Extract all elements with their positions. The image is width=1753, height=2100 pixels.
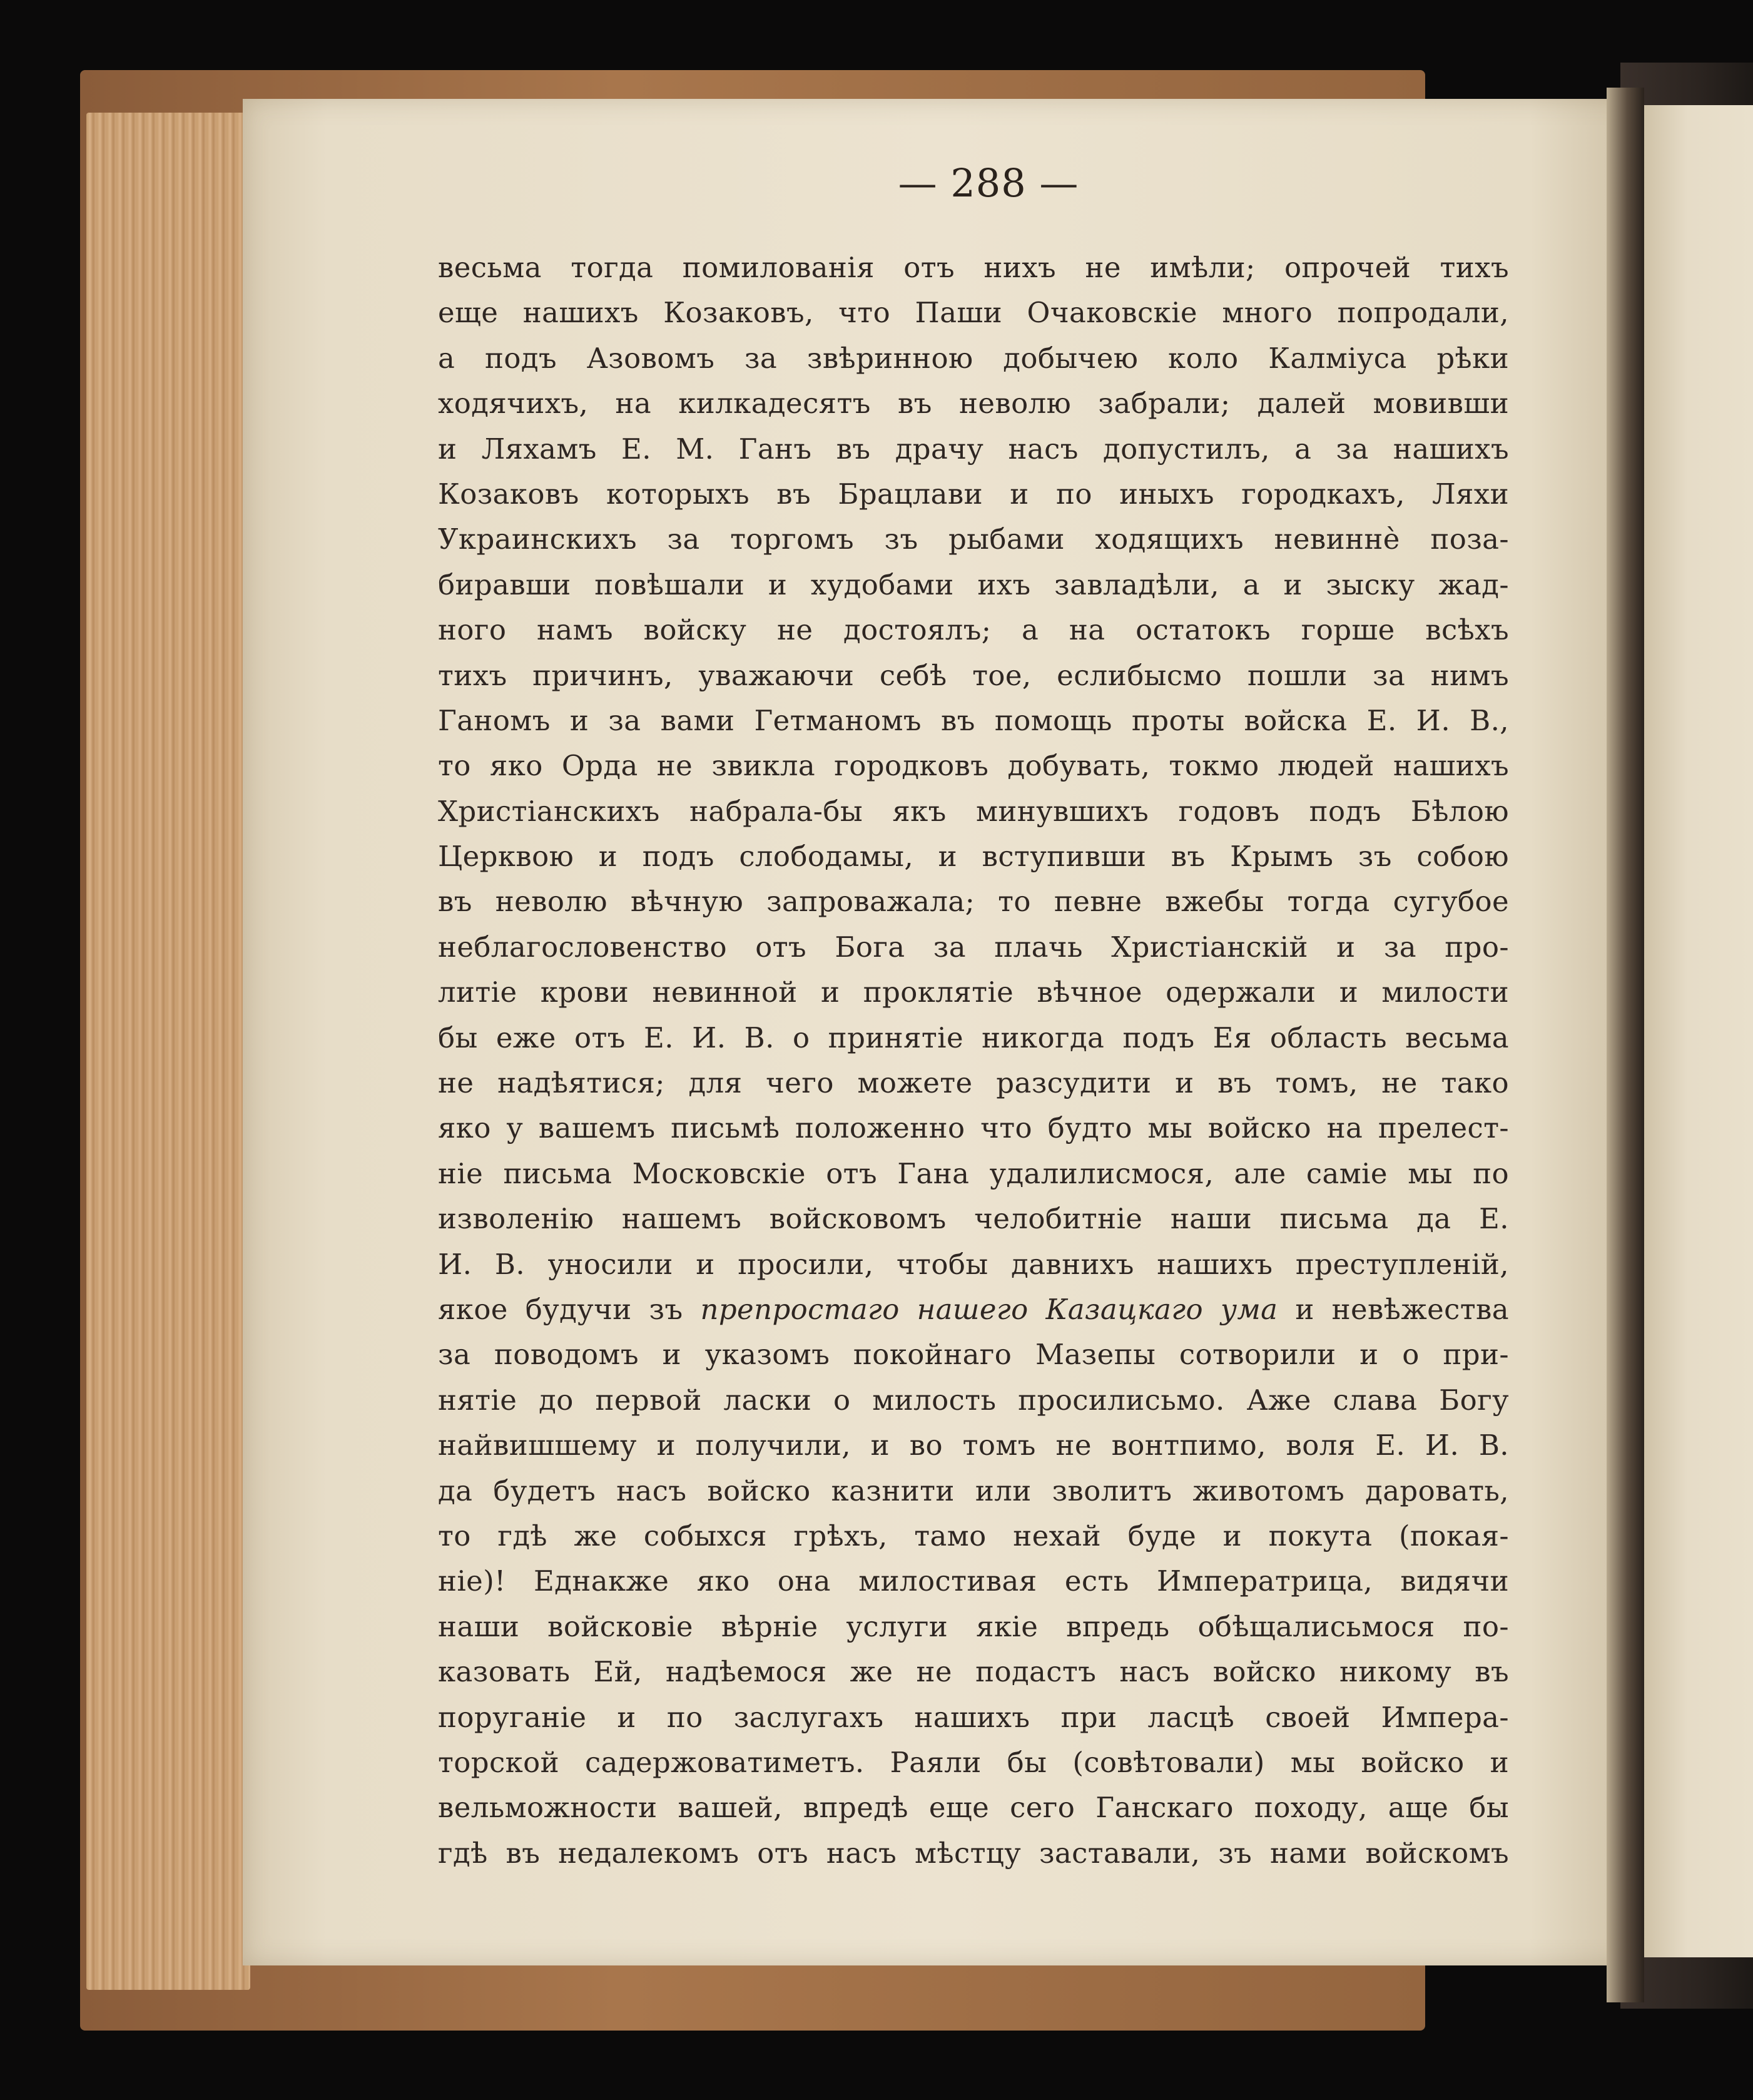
text-segment: за поводомъ и указомъ покойнаго Мазепы сотворили и о при- [438,1338,1509,1372]
text-segment: нятіе до первой ласки о милость просилисьмо. Аже слава Богу [438,1383,1509,1417]
text-line [438,970,1509,1015]
text-segment: неблагословенство отъ Бога за плачь Христіанскій и за про- [438,930,1509,964]
text-line [438,1061,1509,1106]
text-line [438,1831,1509,1876]
text-line [438,698,1509,743]
text-line [438,1378,1509,1423]
text-line [438,789,1509,834]
italic-phrase: препростаго нашего Казацкаго ума [700,1292,1278,1326]
text-segment: биравши повѣшали и худобами ихъ завладѣли, а и зыску жад- [438,568,1509,601]
text-segment: Ганомъ и за вами Гетманомъ въ помощь проты войска Е. И. В., [438,703,1509,737]
text-segment: то яко Орда не звикла городковъ добувать, токмо людей нашихъ [438,749,1509,783]
text-segment: наши войсковіе вѣрніе услуги якіе впредь обѣщалисьмося по- [438,1609,1509,1643]
text-segment: то гдѣ же собыхся грѣхъ, тамо нехай буде и покута (покая- [438,1519,1509,1552]
text-line [438,1423,1509,1468]
text-line [438,1469,1509,1514]
page-edges [86,113,250,1990]
text-segment: торской садержоватиметъ. Раяли бы (совѣтовали) мы войско и [438,1745,1509,1779]
text-line [438,608,1509,653]
text-line [438,336,1509,381]
text-segment: Украинскихъ за торгомъ зъ рыбами ходящихъ невиннѐ поза- [438,522,1509,556]
text-segment: ніе)! Еднакже яко она милостивая есть Императрица, видячи [438,1564,1509,1598]
text-segment: найвишшему и получили, и во томъ не вонтпимо, воля Е. И. В. [438,1429,1509,1462]
text-line [438,1016,1509,1061]
text-segment: да будетъ насъ войско казнити или зволитъ животомъ даровать, [438,1474,1509,1507]
text-line [438,381,1509,426]
text-segment: ходячихъ, на килкадесятъ въ неволю забрали; далей мовивши [438,387,1509,421]
text-segment: и Ляхамъ Е. М. Ганъ въ драчу насъ допустилъ, а за нашихъ [438,432,1509,466]
text-line [438,1196,1509,1241]
text-line [438,563,1509,608]
text-line [438,290,1509,335]
text-segment: въ неволю вѣчную запроважала; то певне вжебы тогда сугубое [438,885,1509,919]
text-segment: ного намъ войску не достоялъ; а на остатокъ горше всѣхъ [438,613,1509,647]
text-segment: И. В. уносили и просили, чтобы давнихъ нашихъ преступленій, [438,1247,1509,1281]
text-segment: Церквою и подъ слободамы, и вступивши въ Крымъ зъ собою [438,840,1509,874]
text-line [438,1785,1509,1830]
text-line [438,1332,1509,1377]
text-line [438,879,1509,924]
text-segment: а подъ Азовомъ за звѣринною добычею коло Калміуса рѣки [438,341,1509,375]
page-text [438,245,1509,1876]
text-line [438,245,1509,290]
text-segment: и невѣжества [1278,1292,1510,1326]
text-line [438,1242,1509,1287]
text-line [438,517,1509,562]
text-segment: ніе письма Московскіе отъ Гана удалилисмося, але саміе мы по [438,1156,1509,1190]
text-line [438,1649,1509,1695]
book-gutter [1607,88,1644,2002]
text-segment: еще нашихъ Козаковъ, что Паши Очаковскіе много попродали, [438,296,1509,330]
text-line [438,1740,1509,1785]
text-line [438,1604,1509,1649]
text-line [438,1287,1509,1332]
text-line [438,472,1509,517]
text-segment: весьма тогда помилованія отъ нихъ не имѣли; опрочей тихъ [438,251,1509,284]
text-segment: Козаковъ которыхъ въ Брацлави и по иныхъ городкахъ, Ляхи [438,477,1509,511]
text-segment: Христіанскихъ набрала-бы якъ минувшихъ годовъ подъ Бѣлою [438,794,1509,828]
text-line [438,653,1509,698]
text-line [438,1695,1509,1740]
text-line [438,427,1509,472]
text-line [438,743,1509,788]
text-line [438,1106,1509,1151]
text-segment: литіе крови невинной и проклятіе вѣчное одержали и милости [438,976,1509,1009]
page-number: — 288 — [898,160,1079,206]
text-line [438,834,1509,879]
text-segment: не надѣятися; для чего можете разсудити и въ томъ, не тако [438,1066,1509,1100]
text-line [438,1514,1509,1559]
text-segment: вельможности вашей, впредѣ еще сего Ганскаго походу, аще бы [438,1791,1509,1825]
text-segment: изволенію нашемъ войсковомъ челобитніе наши письма да Е. [438,1202,1509,1236]
text-line [438,1151,1509,1196]
text-line [438,925,1509,970]
text-segment: поруганіе и по заслугахъ нашихъ при ласцѣ своей Импера- [438,1700,1509,1734]
text-segment: якое будучи зъ [438,1292,701,1326]
text-segment: тихъ причинъ, уважаючи себѣ тое, еслибысмо пошли за нимъ [438,658,1509,692]
text-segment: гдѣ въ недалекомъ отъ насъ мѣстцу заставали, зъ нами войскомъ [438,1836,1509,1870]
text-segment: яко у вашемъ письмѣ положенно что будто мы войско на прелест- [438,1111,1509,1145]
text-line [438,1559,1509,1604]
next-page-edge [1644,105,1753,1957]
text-segment: бы еже отъ Е. И. В. о принятіе никогда подъ Ея область весьма [438,1021,1509,1054]
text-segment: казовать Ей, надѣемося же не подастъ насъ войско никому въ [438,1655,1509,1689]
